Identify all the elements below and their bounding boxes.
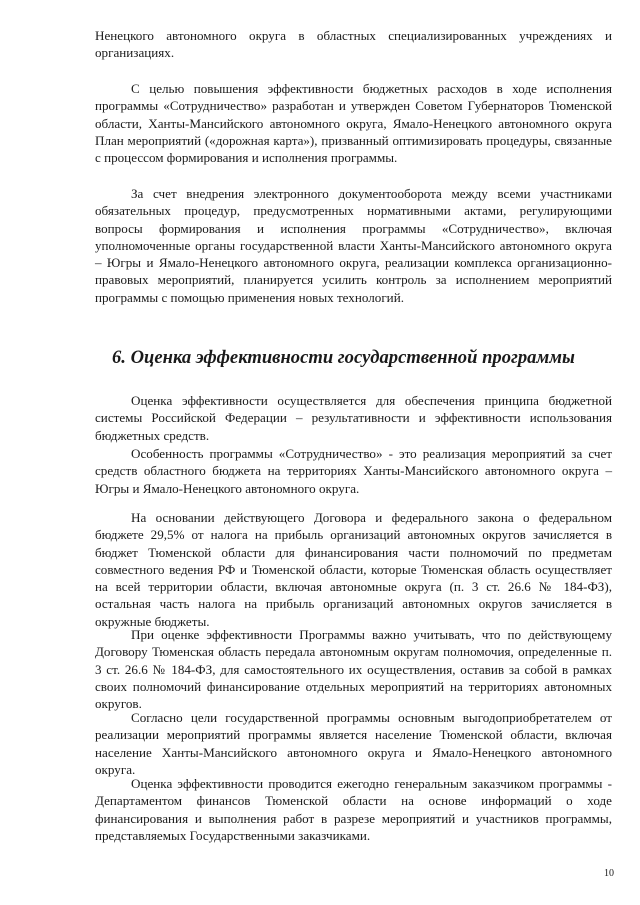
paragraph-annual-assessment: Оценка эффективности проводится ежегодно генеральным заказчиком программы - Департаментом финансов Тюменской области на основе информаций о ходе финансирования и выполнения работ в разрезе мероприятий и участников программы, представляемых Государственными заказчиками. (95, 776, 612, 843)
section-heading: 6. Оценка эффективности государственной программы (112, 347, 575, 368)
paragraph-tax-distribution: На основании действующего Договора и федерального закона о федеральном бюджете 29,5% от налога на прибыль организаций автономных округов зачисляется в бюджет Тюменской области для финансирования части полномочий по предметам совместного ведения РФ и Тюменской области, которые Тюменская область осуществляет на всей территории области, включая автономные округа (п. 3 ст. 26.6 № 184-ФЗ), остальная часть налога на прибыль организаций автономных округов зачисляется в окружные бюджеты. (95, 510, 612, 629)
paragraph-program-feature: Особенность программы «Сотрудничество» - это реализация мероприятий за счет средств областного бюджета на территориях Ханты-Мансийского автономного округа – Югры и Ямало-Ненецкого автономного округа. (95, 446, 612, 496)
paragraph-beneficiary: Согласно цели государственной программы основным выгодоприобретателем от реализации мероприятий программы является население Тюменской области, включая население Ханты-Мансийского автономного округа и Ямало-Ненецкого автономного округа. (95, 710, 612, 777)
paragraph-e-document-flow: За счет внедрения электронного документооборота между всеми участниками обязательных процедур, предусмотренных нормативными актами, регулирующими вопросы формирования и исполнения программы «Сотрудничество», включая уполномоченные органы государственной власти Ханты-Мансийского автономного округа – Югры и Ямало-Ненецкого автономного округа, реализации комплекса организационно-правовых мероприятий, планируется усилить контроль за исполнением мероприятий программы с помощью применения новых технологий. (95, 186, 612, 305)
paragraph-powers-transfer: При оценке эффективности Программы важно учитывать, что по действующему Договору Тюменская область передала автономным округам полномочия, определенные п. 3 ст. 26.6 № 184-ФЗ, для самостоятельного их осуществления, оставив за собой в рамках своих полномочий финансирование отдельных мероприятий на территориях автономных округов. (95, 627, 612, 712)
paragraph-efficiency-assessment: Оценка эффективности осуществляется для обеспечения принципа бюджетной системы Российской Федерации – результативности и эффективности использования бюджетных средств. (95, 393, 612, 443)
paragraph-roadmap: С целью повышения эффективности бюджетных расходов в ходе исполнения программы «Сотрудничество» разработан и утвержден Советом Губернаторов Тюменской области, Ханты-Мансийского автономного округа, Ямало-Ненецкого автономного округа План мероприятий («дорожная карта»), призванный оптимизировать процедуры, связанные с процессом формирования и исполнения программы. (95, 81, 612, 166)
paragraph-continuation: Ненецкого автономного округа в областных специализированных учреждениях и организациях. (95, 28, 612, 61)
page-number: 10 (604, 868, 614, 879)
